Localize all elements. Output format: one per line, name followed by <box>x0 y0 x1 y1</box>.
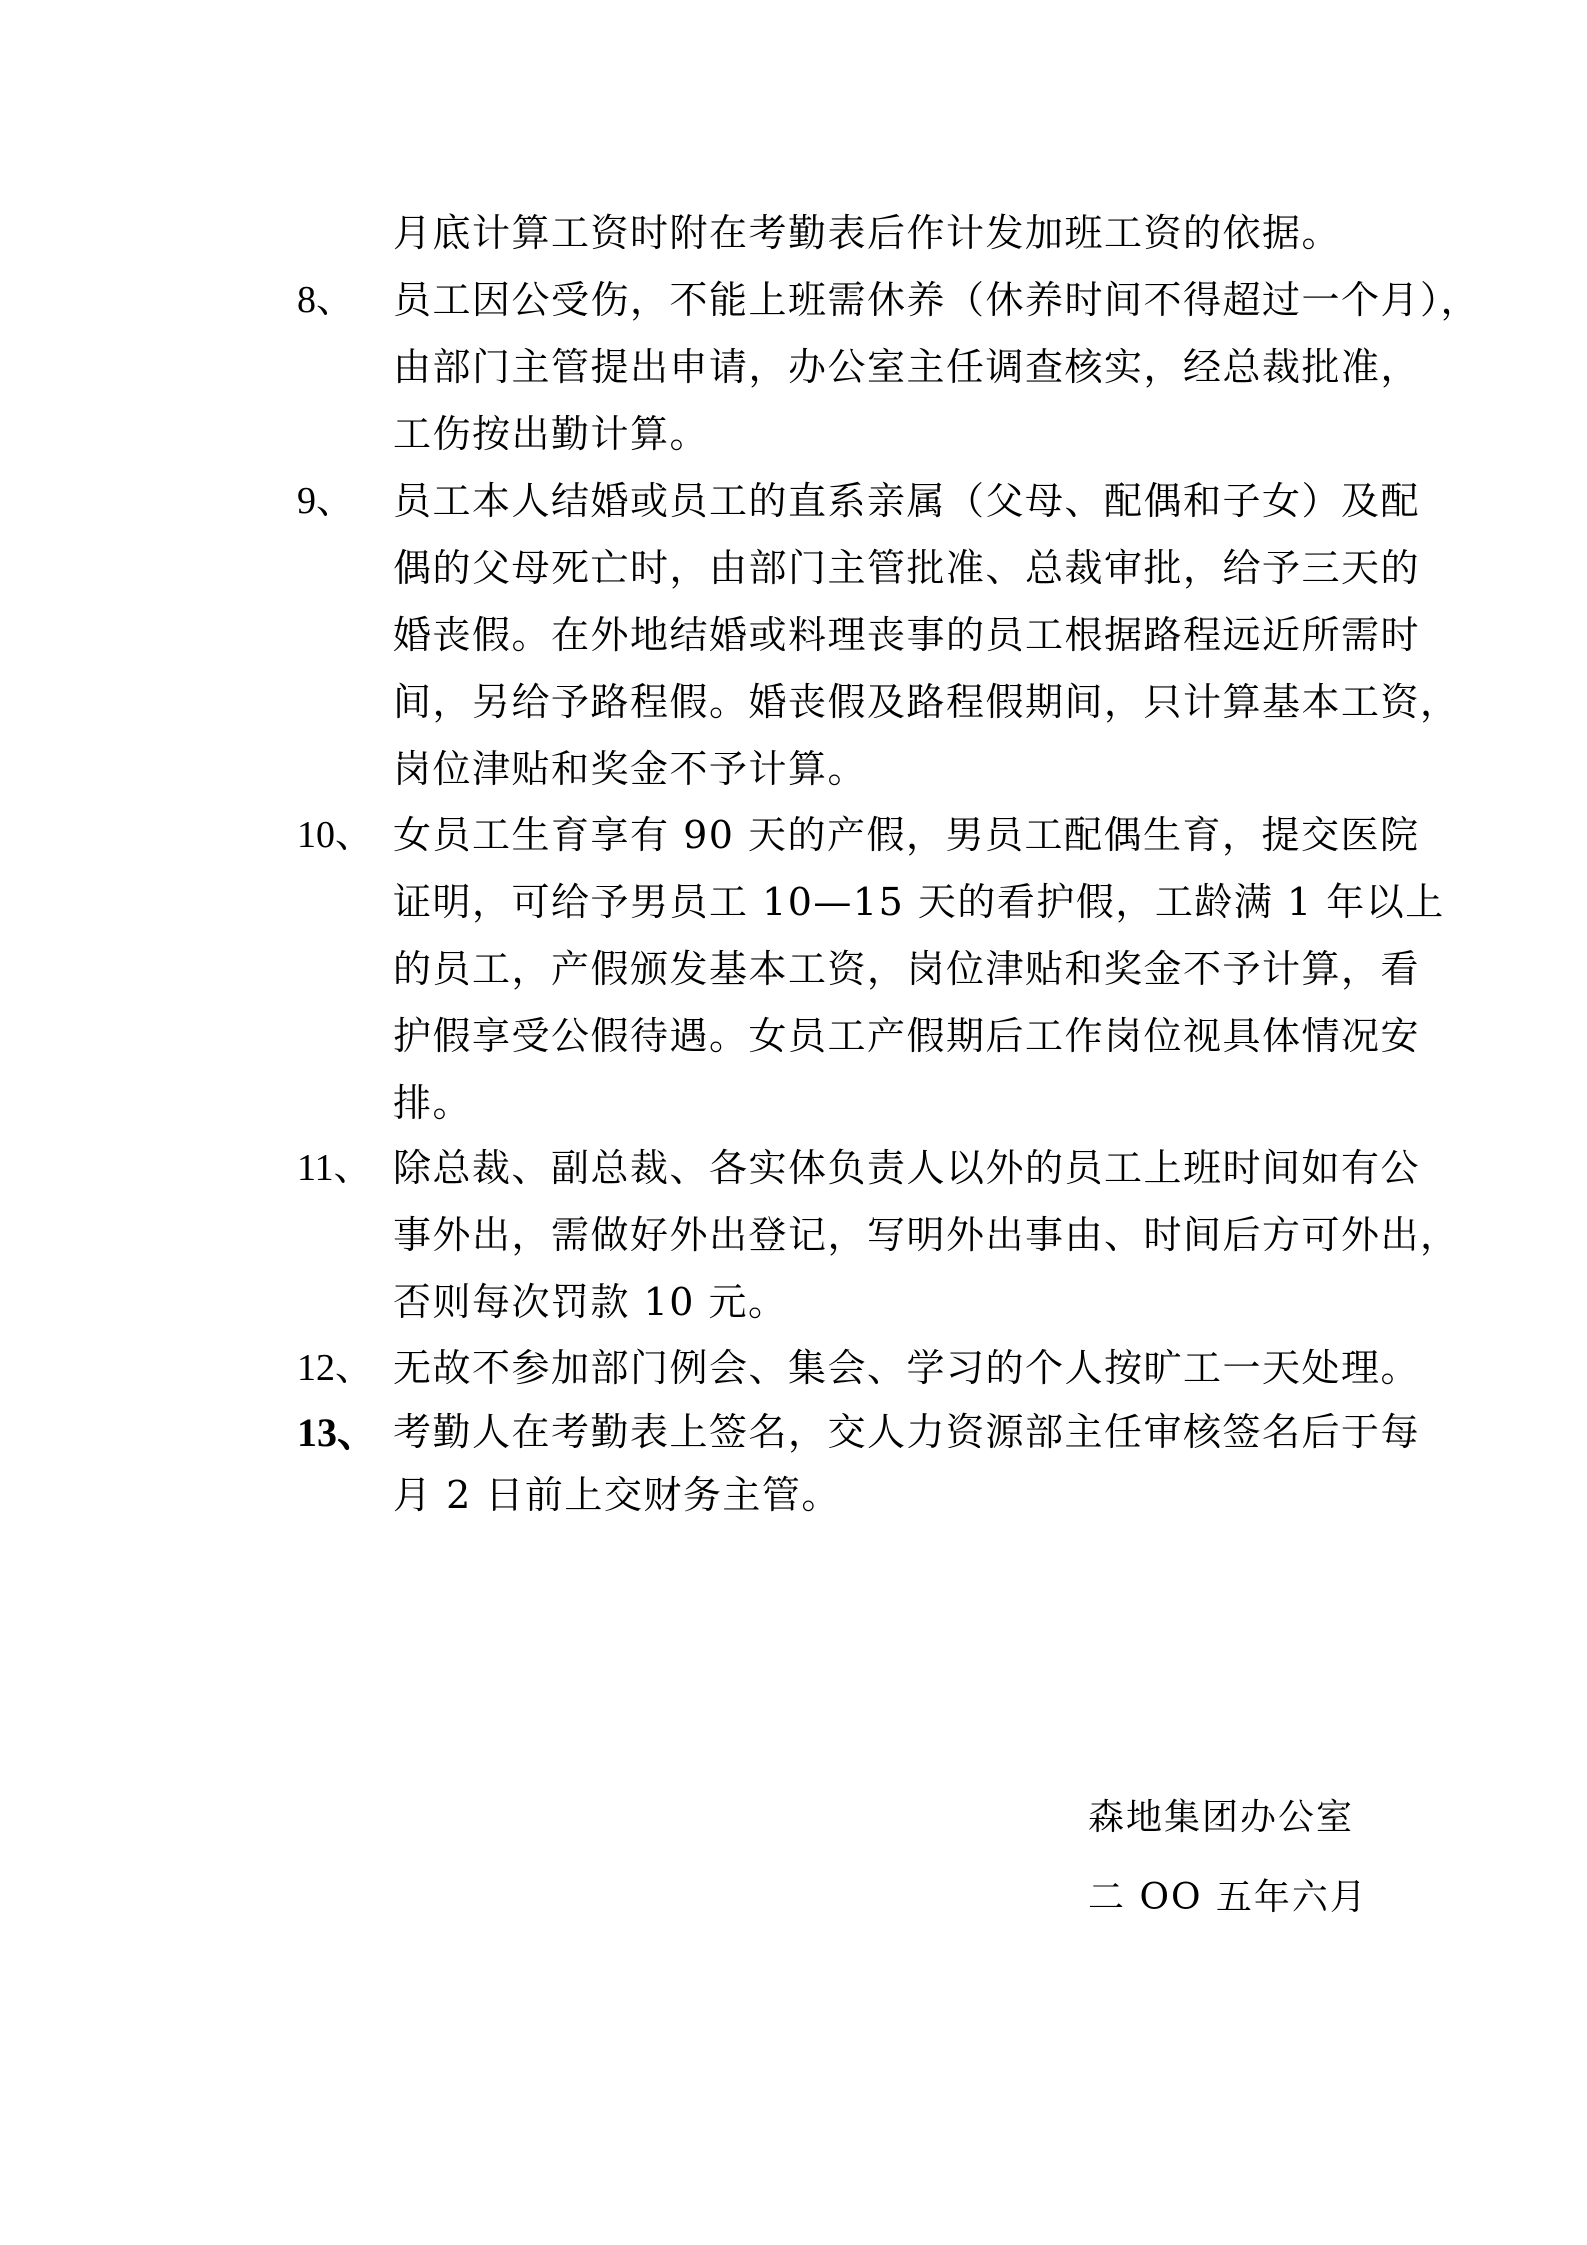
item-11-line-2: 事外出，需做好外出登记，写明外出事由、时间后方可外出， <box>393 1213 1460 1257</box>
item-number-10: 10、 <box>297 814 374 856</box>
item-number-8: 8、 <box>297 279 355 321</box>
item-11-line-1: 除总裁、副总裁、各实体负责人以外的员工上班时间如有公 <box>393 1146 1421 1190</box>
item-10-line-2: 证明，可给予男员工 10—15 天的看护假，工龄满 1 年以上 <box>393 880 1445 924</box>
item-10-line-5: 排。 <box>393 1081 473 1125</box>
item-13-line-2: 月 2 日前上交财务主管。 <box>393 1473 841 1517</box>
item-number-13: 13、 <box>297 1410 377 1455</box>
item-number-11: 11、 <box>297 1147 372 1189</box>
item-9-line-4: 间，另给予路程假。婚丧假及路程假期间，只计算基本工资， <box>393 680 1460 724</box>
signature-organization: 森地集团办公室 <box>1088 1797 1355 1838</box>
item-9-line-2: 偶的父母死亡时，由部门主管批准、总裁审批，给予三天的 <box>393 546 1421 590</box>
item-8-line-2: 由部门主管提出申请，办公室主任调查核实，经总裁批准， <box>393 345 1421 389</box>
item-9-line-1: 员工本人结婚或员工的直系亲属（父母、配偶和子女）及配 <box>393 479 1421 523</box>
signature-date: 二 OO 五年六月 <box>1088 1877 1368 1918</box>
item-number-12: 12、 <box>297 1347 374 1389</box>
item-10-line-1: 女员工生育享有 90 天的产假，男员工配偶生育，提交医院 <box>393 813 1420 857</box>
item-8-line-3: 工伤按出勤计算。 <box>393 412 710 456</box>
item-number-9: 9、 <box>297 480 355 522</box>
item-10-line-3: 的员工，产假颁发基本工资，岗位津贴和奖金不予计算，看 <box>393 947 1421 991</box>
item-8-line-1: 员工因公受伤，不能上班需休养（休养时间不得超过一个月）， <box>393 278 1481 322</box>
item-11-line-3: 否则每次罚款 10 元。 <box>393 1280 788 1324</box>
item-13-line-1: 考勤人在考勤表上签名，交人力资源部主任审核签名后于每 <box>393 1410 1421 1454</box>
item-10-line-4: 护假享受公假待遇。女员工产假期后工作岗位视具体情况安 <box>393 1014 1421 1058</box>
item-9-line-3: 婚丧假。在外地结婚或料理丧事的员工根据路程远近所需时 <box>393 613 1421 657</box>
item-12-line-1: 无故不参加部门例会、集会、学习的个人按旷工一天处理。 <box>393 1346 1421 1390</box>
item-9-line-5: 岗位津贴和奖金不予计算。 <box>393 747 868 791</box>
continuation-line: 月底计算工资时附在考勤表后作计发加班工资的依据。 <box>393 211 1342 255</box>
